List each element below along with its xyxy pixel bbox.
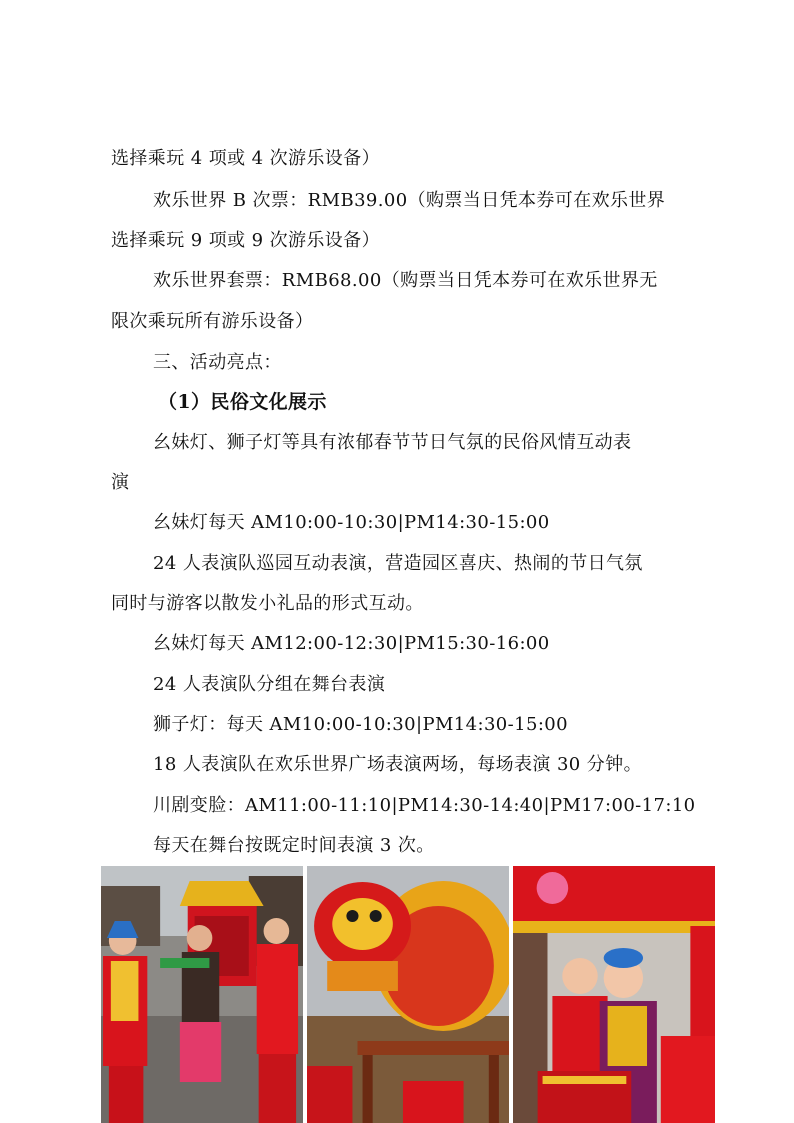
text-line: 幺妹灯、狮子灯等具有浓郁春节节日气氛的民俗风情互动表 — [153, 432, 632, 453]
schedule-line: 川剧变脸：AM11:00-11:10|PM14:30-14:40|PM17:00-17:10 — [153, 795, 696, 816]
sedan-bride-photo — [513, 866, 715, 1123]
text-line: 限次乘玩所有游乐设备） — [111, 311, 314, 332]
text-line: 每天在舞台按既定时间表演 3 次。 — [153, 835, 435, 856]
text-line: 24 人表演队巡园互动表演，营造园区喜庆、热闹的节日气氛 — [153, 553, 643, 574]
section-heading: 三、活动亮点： — [153, 352, 282, 373]
schedule-line: 幺妹灯每天 AM12:00-12:30|PM15:30-16:00 — [153, 633, 550, 654]
subsection-heading: （1）民俗文化展示 — [158, 391, 327, 413]
text-line: 24 人表演队分组在舞台表演 — [153, 674, 386, 695]
text-line: 18 人表演队在欢乐世界广场表演两场，每场表演 30 分钟。 — [153, 754, 642, 775]
festival-photo-strip — [101, 866, 715, 1123]
parade-photo — [101, 866, 303, 1123]
schedule-line: 幺妹灯每天 AM10:00-10:30|PM14:30-15:00 — [153, 512, 550, 533]
text-line: 选择乘玩 4 项或 4 次游乐设备） — [111, 148, 380, 169]
text-line: 演 — [111, 472, 130, 493]
schedule-line: 狮子灯：每天 AM10:00-10:30|PM14:30-15:00 — [153, 714, 569, 735]
text-line: 同时与游客以散发小礼品的形式互动。 — [111, 593, 424, 614]
text-line: 欢乐世界 B 次票：RMB39.00（购票当日凭本券可在欢乐世界 — [153, 190, 666, 211]
text-line: 欢乐世界套票：RMB68.00（购票当日凭本券可在欢乐世界无 — [153, 270, 658, 291]
text-line: 选择乘玩 9 项或 9 次游乐设备） — [111, 230, 380, 251]
lion-dance-photo — [307, 866, 509, 1123]
